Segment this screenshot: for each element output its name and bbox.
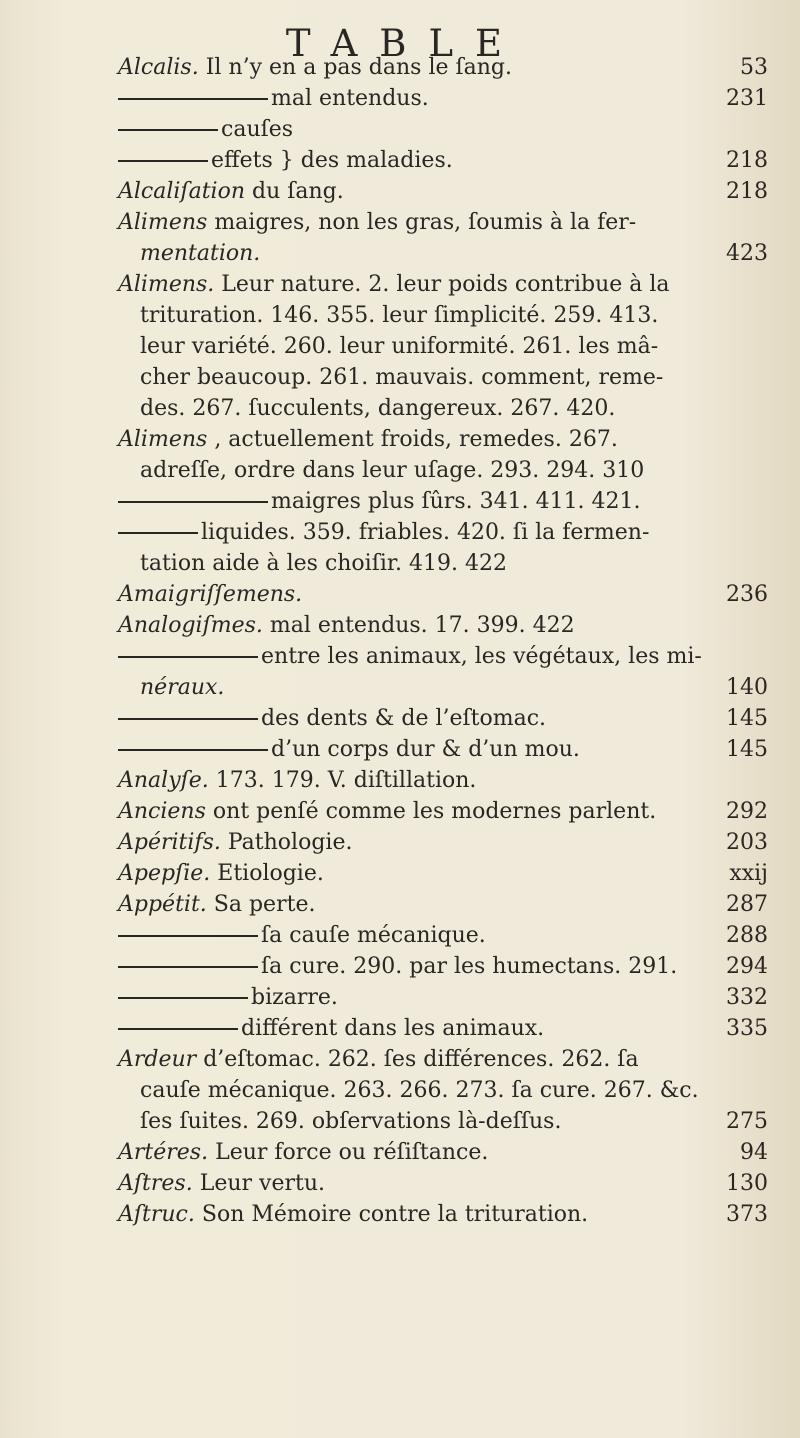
index-line (118, 1106, 768, 1137)
index-text: des. 267. ſucculents, dangereux. 267. 420. (140, 396, 616, 421)
index-line-text (118, 951, 677, 982)
index-text: maigres, non les gras, ſoumis à la fer- (214, 210, 637, 235)
index-text: cauſe mécanique. 263. 266. 273. ſa cure. 267. &c. (140, 1078, 699, 1103)
index-line-text (118, 517, 649, 548)
index-line (118, 579, 768, 610)
index-line (118, 269, 768, 300)
index-text: néraux. (140, 675, 225, 700)
page-number: 275 (726, 1109, 768, 1134)
index-text: ſa cauſe mécanique. (261, 923, 486, 948)
index-line-text (118, 703, 546, 734)
index-text: Leur force ou réſiſtance. (215, 1140, 489, 1165)
index-line (118, 734, 768, 765)
index-text: Sa perte. (213, 892, 316, 917)
repeat-dash (118, 656, 258, 658)
index-text: trituration. 146. 355. leur ſimplicité. 259. 413. (140, 303, 659, 328)
index-line (118, 331, 768, 362)
repeat-dash (118, 749, 268, 751)
index-line-text (118, 83, 429, 114)
index-text: mentation. (140, 241, 261, 266)
index-line (118, 703, 768, 734)
page-number: 287 (726, 892, 768, 917)
index-line (118, 300, 768, 331)
index-line-text (140, 393, 615, 424)
index-line (118, 238, 768, 269)
page-number: 53 (740, 55, 768, 80)
index-line-text (118, 827, 352, 858)
index-line-text (118, 579, 302, 610)
repeat-dash (118, 160, 208, 162)
index-text: Son Mémoire contre la trituration. (201, 1202, 589, 1227)
index-line-text (118, 1013, 544, 1044)
index-line (118, 517, 768, 548)
repeat-dash (118, 935, 258, 937)
index-text: ſes ſuites. 269. obſervations là-deſſus. (140, 1109, 562, 1134)
index-headword: Alcalis. (118, 55, 199, 80)
index-line (118, 889, 768, 920)
index-line (118, 83, 768, 114)
page-number: 373 (726, 1202, 768, 1227)
index-text: tation aide à les choiſir. 419. 422 (140, 551, 507, 576)
index-text: Etiologie. (217, 861, 324, 886)
index-line-text (140, 1106, 561, 1137)
page-number: 335 (726, 1016, 768, 1041)
index-text: effets } des maladies. (211, 148, 453, 173)
index-line-text (140, 455, 644, 486)
index-headword: Apepſie. (118, 861, 211, 886)
index-line (118, 1168, 768, 1199)
index-line (118, 1044, 768, 1075)
index-line-text (140, 331, 658, 362)
index-line-text (140, 548, 507, 579)
index-text: cher beaucoup. 261. mauvais. comment, reme- (140, 365, 664, 390)
index-headword: Alimens (118, 427, 208, 452)
index-text: maigres plus ſûrs. 341. 411. 421. (271, 489, 641, 514)
index-text: différent dans les animaux. (241, 1016, 545, 1041)
repeat-dash (118, 129, 218, 131)
index-line-text (140, 300, 658, 331)
index-line-text (118, 610, 575, 641)
index-line (118, 176, 768, 207)
index-text: 173. 179. V. diſtillation. (215, 768, 477, 793)
index-line (118, 796, 768, 827)
index-headword: Amaigriſſemens. (118, 582, 303, 607)
page-number: 292 (726, 799, 768, 824)
index-line-text (118, 145, 453, 176)
index-line-text (118, 269, 670, 300)
index-line-text (118, 765, 476, 796)
index-line (118, 486, 768, 517)
index-line (118, 424, 768, 455)
index-line-text (118, 1044, 639, 1075)
index-line-text (118, 920, 486, 951)
index-headword: Aſtruc. (118, 1202, 195, 1227)
index-text: Leur nature. 2. leur poids contribue à la (221, 272, 670, 297)
index-line (118, 114, 768, 145)
index-text: d’un corps dur & d’un mou. (271, 737, 580, 762)
repeat-dash (118, 966, 258, 968)
page-number: 294 (726, 954, 768, 979)
index-line (118, 207, 768, 238)
index-line (118, 1199, 768, 1230)
index-line (118, 1013, 768, 1044)
index-line-text (140, 362, 663, 393)
index-text: liquides. 359. friables. 420. ſi la fermen- (201, 520, 650, 545)
index-line-text (118, 1137, 488, 1168)
index-text: mal entendus. 17. 399. 422 (269, 613, 575, 638)
page-number: 218 (726, 179, 768, 204)
index-line-text (118, 889, 315, 920)
index-line-text (118, 424, 618, 455)
page-number: 203 (726, 830, 768, 855)
index-line-text (140, 238, 260, 269)
index-line-text (140, 672, 224, 703)
index-line (118, 951, 768, 982)
index-text: Leur vertu. (199, 1171, 325, 1196)
index-headword: Anciens (118, 799, 206, 824)
index-headword: Artéres. (118, 1140, 209, 1165)
index-line-text (118, 486, 641, 517)
page-number: 130 (726, 1171, 768, 1196)
index-line (118, 455, 768, 486)
index-line (118, 145, 768, 176)
index-text: bizarre. (251, 985, 338, 1010)
index-line (118, 641, 768, 672)
page-number: 231 (726, 86, 768, 111)
index-text: Il n’y en a pas dans le ſang. (205, 55, 512, 80)
page-number: 145 (726, 706, 768, 731)
page-number: 288 (726, 923, 768, 948)
index-line-text (118, 1199, 588, 1230)
page-number: 332 (726, 985, 768, 1010)
index-line-text (118, 52, 512, 83)
index-text: des dents & de l’eſtomac. (261, 706, 547, 731)
index-line-text (118, 734, 580, 765)
index-line (118, 858, 768, 889)
page-number: 236 (726, 582, 768, 607)
index-line-text (118, 207, 636, 238)
repeat-dash (118, 1028, 238, 1030)
index-line (118, 362, 768, 393)
index-text: leur variété. 260. leur uniformité. 261. les mâ- (140, 334, 659, 359)
index-text: ſa cure. 290. par les humectans. 291. (261, 954, 678, 979)
index-line (118, 393, 768, 424)
page-number: 218 (726, 148, 768, 173)
repeat-dash (118, 532, 198, 534)
index-line (118, 1075, 768, 1106)
index-line (118, 548, 768, 579)
page-number: 140 (726, 675, 768, 700)
index-line-text (140, 1075, 699, 1106)
index-line-text (118, 858, 324, 889)
index-text: d’eſtomac. 262. ſes différences. 262. ſa (203, 1047, 639, 1072)
index-headword: Alcaliſation (118, 179, 245, 204)
index-line-text (118, 1168, 325, 1199)
page-number: 145 (726, 737, 768, 762)
index-line (118, 672, 768, 703)
index-line-text (118, 641, 702, 672)
page-number: 94 (740, 1140, 768, 1165)
index-text: mal entendus. (271, 86, 429, 111)
index-headword: Apéritifs. (118, 830, 221, 855)
page-number: xxij (729, 861, 768, 886)
index-line-text (118, 796, 656, 827)
index-text: cauſes (221, 117, 294, 142)
index-headword: Analogiſmes. (118, 613, 263, 638)
index-entries (118, 52, 768, 1230)
repeat-dash (118, 997, 248, 999)
index-text: ont penſé comme les modernes parlent. (212, 799, 657, 824)
index-text: entre les animaux, les végétaux, les mi- (261, 644, 702, 669)
index-text: , actuellement froids, remedes. 267. (214, 427, 618, 452)
index-text: adreſſe, ordre dans leur uſage. 293. 294. 310 (140, 458, 645, 483)
index-line-text (118, 176, 344, 207)
index-headword: Appétit. (118, 892, 207, 917)
index-headword: Analyſe. (118, 768, 209, 793)
index-headword: Alimens (118, 210, 208, 235)
index-line-text (118, 982, 338, 1013)
page-number: 423 (726, 241, 768, 266)
repeat-dash (118, 501, 268, 503)
index-text: du ſang. (251, 179, 344, 204)
repeat-dash (118, 98, 268, 100)
index-line (118, 52, 768, 83)
index-line (118, 765, 768, 796)
index-line (118, 610, 768, 641)
index-line-text (118, 114, 293, 145)
index-headword: Alimens. (118, 272, 215, 297)
index-text: Pathologie. (227, 830, 353, 855)
index-line (118, 1137, 768, 1168)
index-headword: Ardeur (118, 1047, 197, 1072)
page-heading: TABLE (285, 22, 525, 65)
index-line (118, 982, 768, 1013)
repeat-dash (118, 718, 258, 720)
index-line (118, 920, 768, 951)
index-headword: Aſtres. (118, 1171, 193, 1196)
index-line (118, 827, 768, 858)
